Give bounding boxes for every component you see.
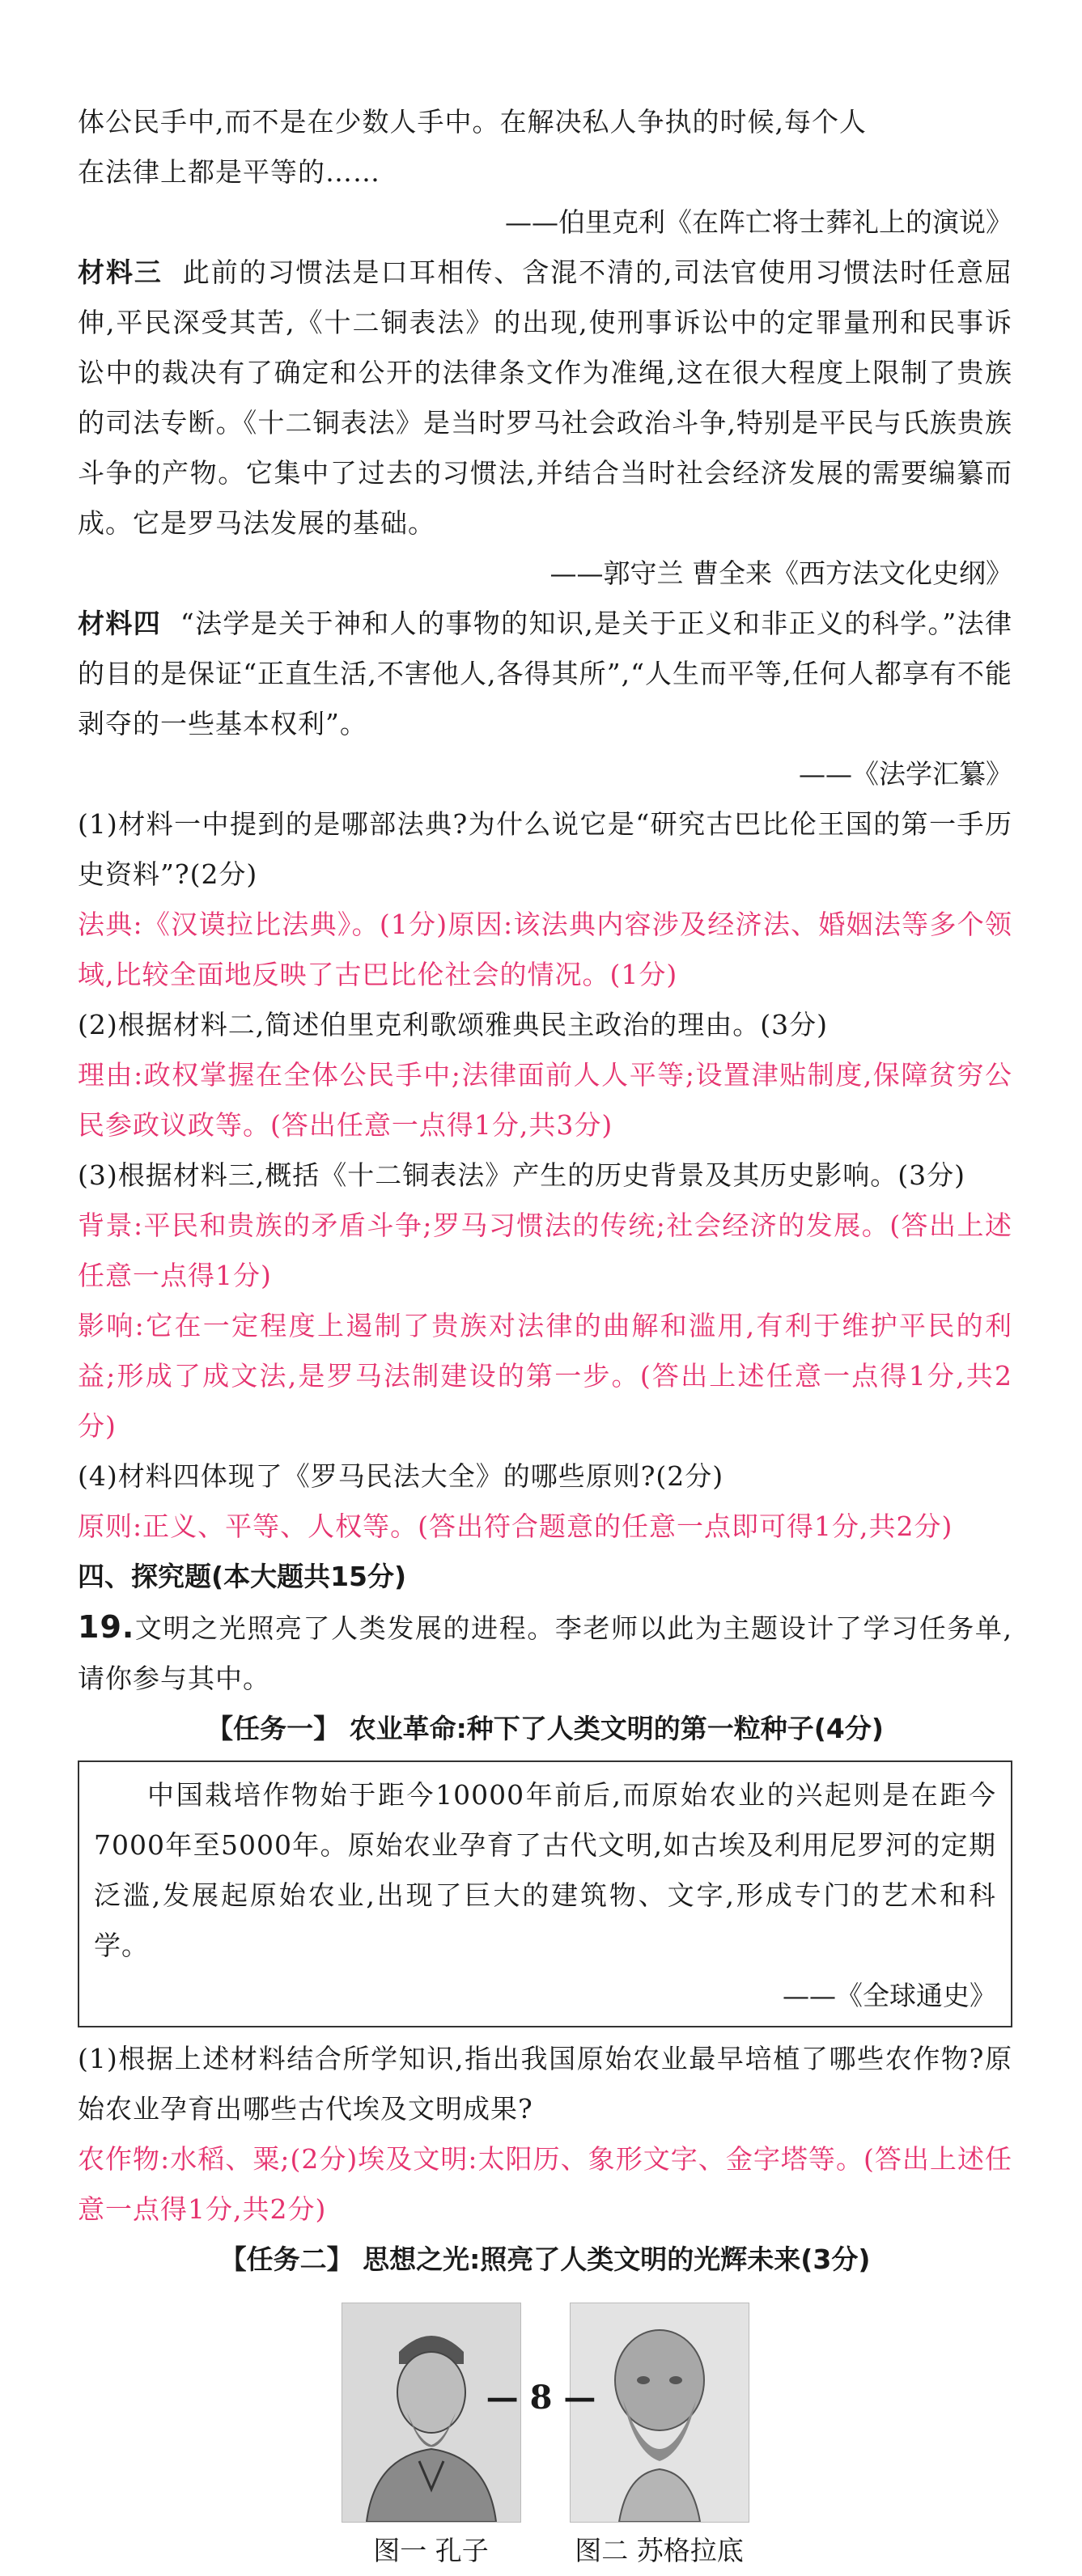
question-4: (4)材料四体现了《罗马民法大全》的哪些原则?(2分): [78, 1460, 724, 1492]
material-2-text-cont: 在法律上都是平等的……: [78, 156, 380, 188]
portrait-figures: [78, 2303, 1012, 2576]
figure-2: [570, 2303, 749, 2576]
answer-2: 理由:政权掌握在全体公民手中;法律面前人人平等;设置津贴制度,保障贫穷公民参政议政等。(答出任意一点得1分,共3分): [78, 1059, 1012, 1141]
question-2: (2)根据材料二,简述伯里克利歌颂雅典民主政治的理由。(3分): [78, 1009, 828, 1040]
material-3-text: 此前的习惯法是口耳相传、含混不清的,司法官使用习惯法时任意屈伸,平民深受其苦,《十二铜表法》的出现,使刑事诉讼中的定罪量刑和民事诉讼中的裁决有了确定和公开的法律条文作为准绳,这在很大程度上限制了贵族的司法专断。《十二铜表法》是当时罗马社会政治斗争,特别是平民与氏族贵族斗争的产物。它集中了过去的习惯法,并结合当时社会经济发展的需要编纂而成。它是罗马法发展的基础。: [78, 256, 1013, 539]
question-1: (1)材料一中提到的是哪部法典?为什么说它是“研究古巴比伦王国的第一手历史资料”?(2分): [78, 808, 1012, 890]
question-19-intro-text: 文明之光照亮了人类发展的进程。李老师以此为主题设计了学习任务单,请你参与其中。: [78, 1612, 1012, 1694]
figure-1: [342, 2303, 521, 2576]
question-19-number: 19.: [78, 1609, 135, 1645]
task-1-answer: 农作物:水稻、粟;(2分)埃及文明:太阳历、象形文字、金字塔等。(答出上述任意一点得1分,共2分): [78, 2143, 1012, 2225]
figure-2-caption: 图二 苏格拉底: [575, 2535, 744, 2566]
material-4: [78, 599, 1012, 749]
question-3: (3)根据材料三,概括《十二铜表法》产生的历史背景及其历史影响。(3分): [78, 1159, 965, 1191]
task-2-title: 【任务二】 思想之光:照亮了人类文明的光辉未来(3分): [219, 2243, 871, 2275]
material-3: [78, 248, 1012, 549]
task-1-title: 【任务一】 农业革命:种下了人类文明的第一粒种子(4分): [206, 1713, 884, 1744]
material-4-text: “法学是关于神和人的事物的知识,是关于正义和非正义的科学。”法律的目的是保证“正直生活,不害他人,各得其所”,“人生而平等,任何人都享有不能剥夺的一些基本权利”。: [78, 608, 1012, 739]
material-3-source: ——郭守兰 曹全来《西方法文化史纲》: [549, 557, 1012, 589]
material-3-label: 材料三: [78, 256, 163, 288]
answer-3-impact: 影响:它在一定程度上遏制了贵族对法律的曲解和滥用,有利于维护平民的利益;形成了成文法,是罗马法制建设的第一步。(答出上述任意一点得1分,共2分): [78, 1310, 1012, 1442]
task-1-material-box: [78, 1760, 1012, 2027]
task-1-source: ——《全球通史》: [783, 1980, 996, 2011]
answer-4: 原则:正义、平等、人权等。(答出符合题意的任意一点即可得1分,共2分): [78, 1510, 953, 1542]
answer-3-background: 背景:平民和贵族的矛盾斗争;罗马习惯法的传统;社会经济的发展。(答出上述任意一点得1分): [78, 1210, 1012, 1291]
material-4-source: ——《法学汇纂》: [799, 758, 1012, 790]
figure-1-caption: 图一 孔子: [373, 2535, 489, 2566]
answer-1: 法典:《汉谟拉比法典》。(1分)原因:该法典内容涉及经济法、婚姻法等多个领域,比较全面地反映了古巴比伦社会的情况。(1分): [78, 909, 1012, 990]
question-19-intro: [78, 1602, 1012, 1704]
page-number: — 8 —: [486, 2379, 596, 2417]
material-2-text: 体公民手中,而不是在少数人手中。在解决私人争执的时候,每个人: [78, 106, 867, 138]
task-1-question: (1)根据上述材料结合所学知识,指出我国原始农业最早培植了哪些农作物?原始农业孕育出哪些古代埃及文明成果?: [78, 2043, 1012, 2125]
material-4-label: 材料四: [78, 608, 162, 639]
material-2-source: ——伯里克利《在阵亡将士葬礼上的演说》: [505, 206, 1012, 238]
task-1-material: 中国栽培作物始于距今10000年前后,而原始农业的兴起则是在距今7000年至5000年。原始农业孕育了古代文明,如古埃及利用尼罗河的定期泛滥,发展起原始农业,出现了巨大的建筑物、文字,形成专门的艺术和科学。: [94, 1779, 996, 1961]
section-4-title: 四、探究题(本大题共15分): [78, 1561, 407, 1592]
